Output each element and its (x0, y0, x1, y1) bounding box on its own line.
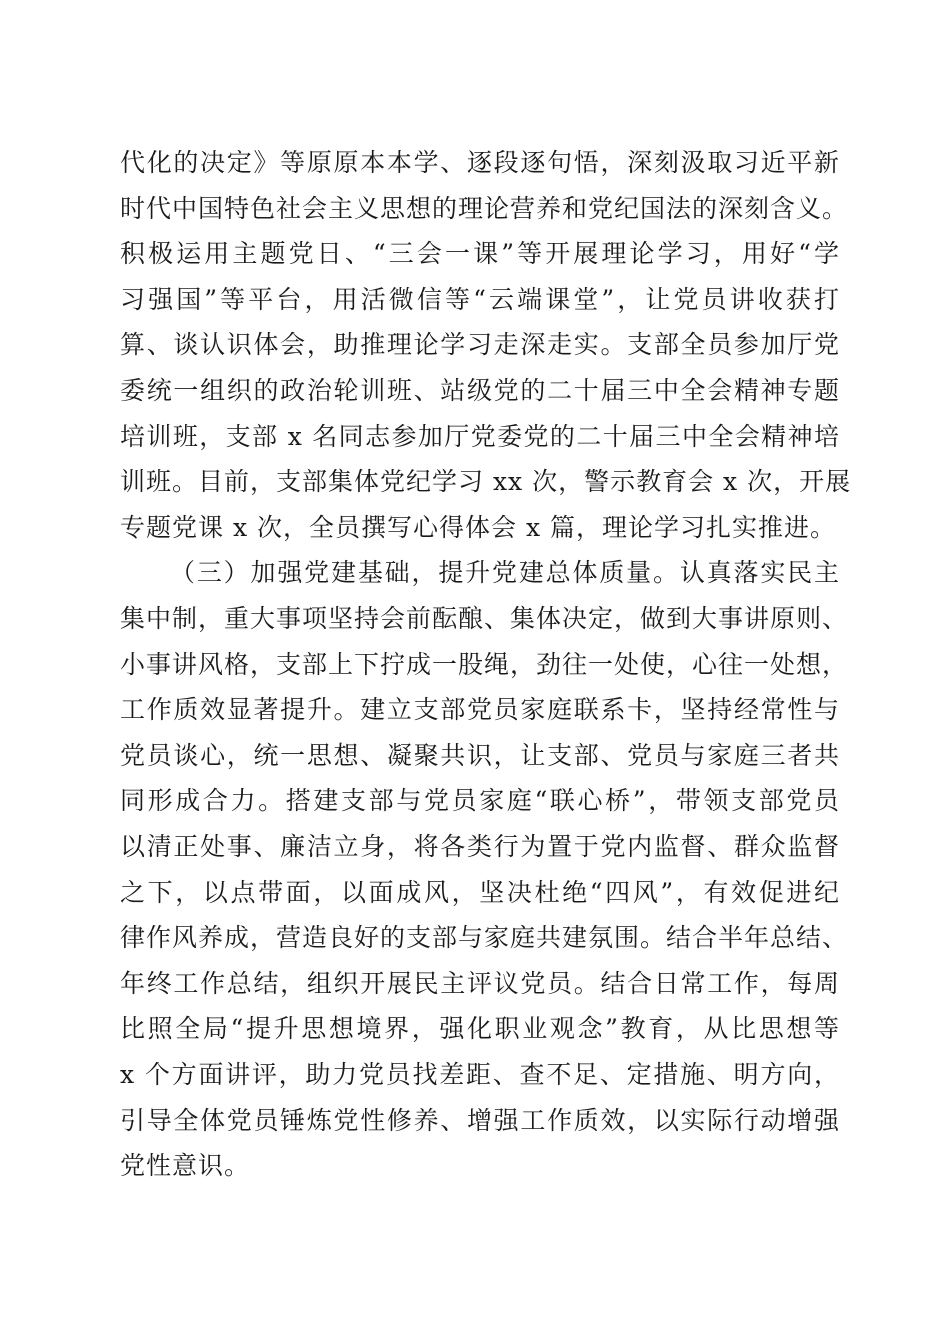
text-line: 培训班，支部 x 名同志参加厅党委党的二十届三中全会精神培 (120, 421, 840, 451)
text-line: 集中制，重大事项坚持会前酝酿、集体决定，做到大事讲原则、 (120, 604, 849, 633)
text-line: 党员谈心，统一思想、凝聚共识，让支部、党员与家庭三者共 (120, 740, 840, 770)
text-line: （三）加强党建基础，提升党建总体质量。认真落实民主 (170, 558, 840, 588)
text-line: x 个方面讲评，助力党员找差距、查不足、定措施、明方向， (120, 1060, 840, 1089)
text-line: 训班。目前，支部集体党纪学习 xx 次，警示教育会 x 次，开展 (120, 467, 852, 497)
text-line: 引导全体党员锤炼党性修养、增强工作质效，以实际行动增强 (120, 1105, 840, 1135)
text-line: 算、谈认识体会，助推理论学习走深走实。支部全员参加厅党 (120, 330, 840, 360)
text-line: 小事讲风格，支部上下拧成一股绳，劲往一处使，心往一处想， (120, 649, 849, 679)
text-line: 以清正处事、廉洁立身，将各类行为置于党内监督、群众监督 (120, 832, 840, 861)
text-line: 律作风养成，营造良好的支部与家庭共建氛围。结合半年总结、 (120, 923, 849, 953)
text-line: 之下，以点带面，以面成风，坚决杜绝“四风”，有效促进纪 (120, 877, 840, 907)
text-line: 积极运用主题党日、“三会一课”等开展理论学习，用好“学 (120, 239, 840, 269)
text-line: 同形成合力。搭建支部与党员家庭“联心桥”，带领支部党员 (120, 786, 840, 816)
text-line: 专题党课 x 次，全员撰写心得体会 x 篇，理论学习扎实推进。 (120, 512, 836, 542)
text-line: 年终工作总结，组织开展民主评议党员。结合日常工作，每周 (120, 968, 840, 998)
text-line: 党性意识。 (120, 1151, 251, 1181)
text-line: 委统一组织的政治轮训班、站级党的二十届三中全会精神专题 (120, 376, 840, 405)
text-line: 代化的决定》等原原本本学、逐段逐句悟，深刻汲取习近平新 (120, 148, 840, 177)
text-line: 时代中国特色社会主义思想的理论营养和党纪国法的深刻含义。 (120, 193, 849, 223)
text-line: 比照全局“提升思想境界，强化职业观念”教育，从比思想等 (120, 1014, 840, 1044)
text-line: 习强国”等平台，用活微信等“云端课堂”，让党员讲收获打 (120, 284, 840, 314)
text-line: 工作质效显著提升。建立支部党员家庭联系卡，坚持经常性与 (120, 695, 840, 725)
